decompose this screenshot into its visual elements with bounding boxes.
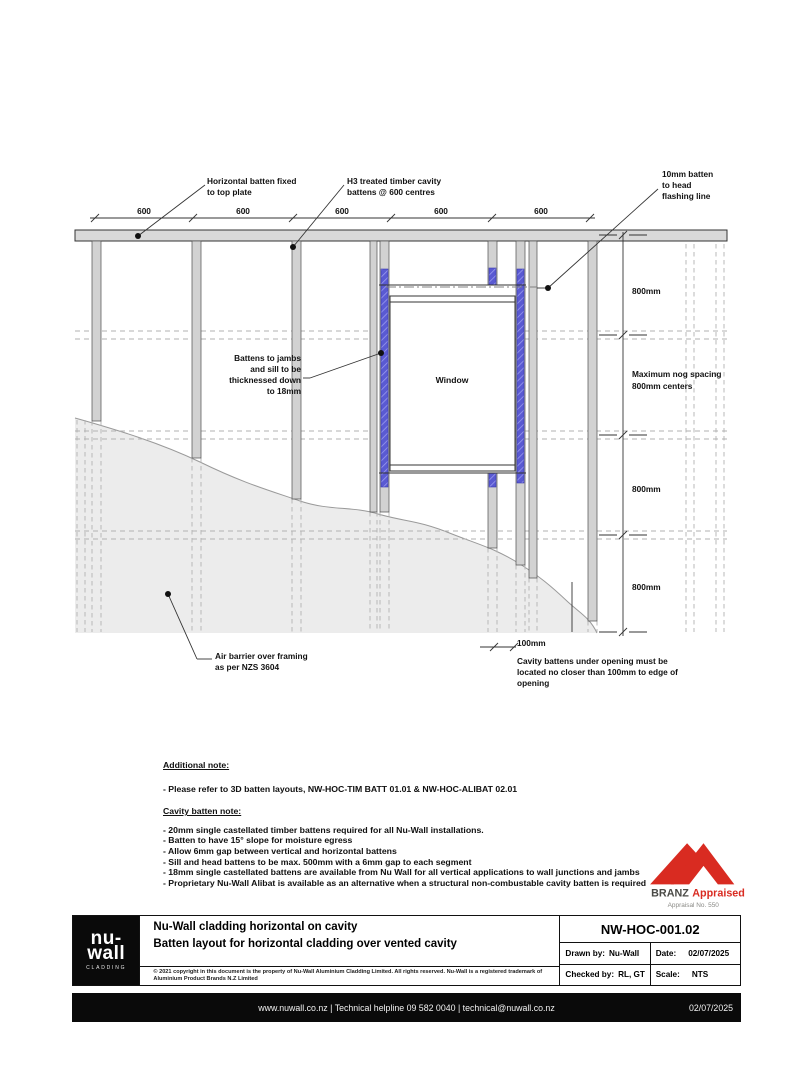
svg-text:Battens to jambs: Battens to jambs xyxy=(234,353,301,363)
branz-appraisal-number: Appraisal No. 550 xyxy=(667,901,719,909)
footer-bar xyxy=(72,993,741,1022)
scale-cell xyxy=(651,965,740,986)
title-block-middle xyxy=(140,916,560,985)
svg-text:to head: to head xyxy=(662,180,692,190)
svg-text:to top plate: to top plate xyxy=(207,187,252,197)
date-value: 02/07/2025 xyxy=(688,948,730,958)
note-item: - 18mm single castellated battens are available from Nu Wall for all vertical applications to wall junctions and jambs xyxy=(163,867,640,878)
checked-by-label: Checked by: xyxy=(565,970,615,980)
svg-text:600: 600 xyxy=(534,206,548,216)
svg-text:located no closer than 100mm t: located no closer than 100mm to edge of xyxy=(517,667,678,677)
nuwall-logo-sub: CLADDING xyxy=(86,964,127,971)
svg-text:600: 600 xyxy=(137,206,151,216)
note-item: - Allow 6mm gap between vertical and horizontal battens xyxy=(163,845,397,856)
svg-text:800mm centers: 800mm centers xyxy=(632,381,693,391)
scale-label: Scale: xyxy=(655,970,680,980)
annotation-h3-battens xyxy=(347,176,441,197)
footer-contact-text: www.nuwall.co.nz | Technical helpline 09 582 0040 | technical@nuwall.co.nz xyxy=(258,1002,555,1013)
note-item: - Sill and head battens to be max. 500mm with a 6mm gap to each segment xyxy=(163,856,472,867)
svg-text:Maximum nog spacing: Maximum nog spacing xyxy=(632,369,722,379)
window-opening xyxy=(379,285,537,473)
annotation-air-barrier xyxy=(215,651,308,672)
checked-by-cell xyxy=(560,965,650,986)
branz-appraised-text: Appraised xyxy=(692,887,745,900)
svg-text:Cavity battens under opening m: Cavity battens under opening must be xyxy=(517,656,668,666)
date-cell xyxy=(651,943,740,964)
bottom-dimension-100mm xyxy=(480,643,518,651)
document-number: NW-HOC-001.02 xyxy=(560,916,740,943)
svg-text:600: 600 xyxy=(434,206,448,216)
window-label: Window xyxy=(435,375,469,385)
cavity-note-list xyxy=(163,825,663,889)
date-label: Date: xyxy=(655,948,677,958)
note-item: - Batten to have 15° slope for moisture egress xyxy=(163,835,353,846)
svg-text:10mm batten: 10mm batten xyxy=(662,169,714,179)
drawn-by-value: Nu-Wall xyxy=(609,948,640,958)
svg-text:Air barrier over framing: Air barrier over framing xyxy=(215,651,308,661)
svg-text:flashing line: flashing line xyxy=(662,191,711,201)
additional-note-title: Additional note: xyxy=(163,760,230,770)
top-plate-band xyxy=(75,230,727,241)
svg-text:Horizontal batten fixed: Horizontal batten fixed xyxy=(207,176,297,186)
copyright-text: © 2021 copyright in this document is the property of Nu-Wall Aluminium Cladding Limited. All rights reserved. Nu-Wall is a registered trademark of Aluminium Product Brands N.Z Limited xyxy=(140,966,559,985)
title-block xyxy=(72,915,741,986)
svg-text:as per NZS 3604: as per NZS 3604 xyxy=(215,662,280,672)
branz-mark-icon xyxy=(650,843,734,884)
nuwall-logo-line2: wall xyxy=(87,942,126,964)
svg-text:800mm: 800mm xyxy=(632,582,661,592)
scale-value: NTS xyxy=(691,970,709,980)
notes-section xyxy=(163,760,663,888)
sheet-subtitle: Batten layout for horizontal cladding over vented cavity xyxy=(153,938,457,950)
svg-text:H3 treated timber cavity: H3 treated timber cavity xyxy=(347,176,442,186)
svg-text:battens @ 600 centres: battens @ 600 centres xyxy=(347,187,435,197)
branz-appraised-logo xyxy=(643,833,763,916)
nuwall-logo xyxy=(73,916,140,985)
svg-text:thicknessed down: thicknessed down xyxy=(229,375,301,385)
svg-text:800mm: 800mm xyxy=(632,484,661,494)
annotation-jamb-battens xyxy=(229,353,301,396)
additional-note-item: - Please refer to 3D batten layouts, NW-HOC-TIM BATT 01.01 & NW-HOC-ALIBAT 02.01 xyxy=(163,783,518,794)
dim-100mm-label: 100mm xyxy=(517,638,546,648)
cavity-batten-warning xyxy=(517,656,678,688)
drawn-by-label: Drawn by: xyxy=(565,948,605,958)
drawn-by-cell xyxy=(560,943,650,964)
annotation-horizontal-batten xyxy=(207,176,296,197)
branz-brand-text: BRANZ xyxy=(651,887,689,900)
footer-date: 02/07/2025 xyxy=(688,1002,733,1013)
svg-text:to 18mm: to 18mm xyxy=(266,386,301,396)
annotation-head-batten xyxy=(662,169,713,201)
svg-text:and sill to be: and sill to be xyxy=(250,364,301,374)
cavity-note-title: Cavity batten note: xyxy=(163,806,242,817)
svg-text:600: 600 xyxy=(236,206,250,216)
title-block-meta xyxy=(560,916,740,985)
note-item: - Proprietary Nu-Wall Alibat is available as an alternative when a structural non-combustable cavity batten is required xyxy=(163,877,647,888)
checked-by-value: RL, GT xyxy=(618,970,645,980)
nuwall-logo-line1: nu- xyxy=(90,927,122,949)
svg-text:opening: opening xyxy=(517,678,550,688)
top-dimension-labels xyxy=(137,206,548,216)
svg-text:600: 600 xyxy=(335,206,349,216)
sheet-title: Nu-Wall cladding horizontal on cavity xyxy=(153,921,358,933)
svg-text:800mm: 800mm xyxy=(632,286,661,296)
note-item: - 20mm single castellated timber battens required for all Nu-Wall installations. xyxy=(163,824,484,835)
